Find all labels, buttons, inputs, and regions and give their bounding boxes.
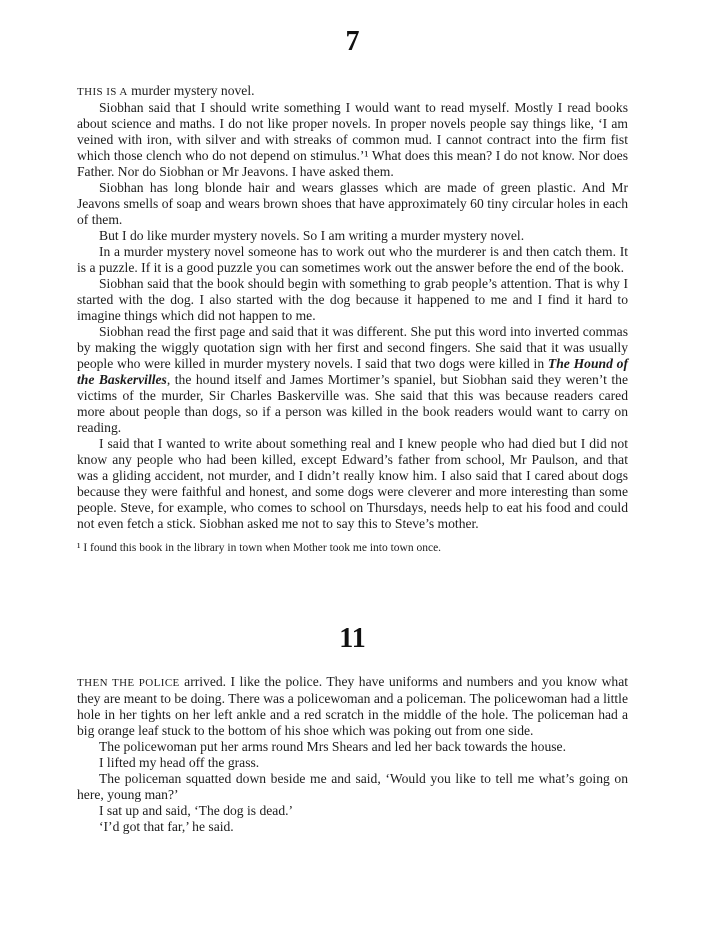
chapter-body [77, 674, 628, 835]
text-run: Siobhan said that the book should begin with something to grab people’s attention. That is why I started with the dog. I also started with the dog because it happened to me and I find it hard to imagine things which did not happen to me. [77, 276, 628, 323]
text-run: I lifted my head off the grass. [99, 755, 260, 770]
chapter-7 [77, 25, 628, 556]
paragraph [77, 755, 628, 771]
text-run: I sat up and said, ‘The dog is dead.’ [99, 803, 294, 818]
paragraph [77, 180, 628, 228]
footnote: ¹ I found this book in the library in town when Mother took me into town once. [77, 542, 442, 554]
chapter-body [77, 83, 628, 532]
paragraph [77, 228, 628, 244]
paragraph [77, 739, 628, 755]
paragraph [77, 771, 628, 803]
paragraph [77, 244, 628, 276]
text-run: I said that I wanted to write about something real and I knew people who had died but I did not know any people who had been killed, except Edward’s father from school, Mr Paulson, and that was a gliding accident, not murder, and I didn’t really know him. I also said that I cared about dogs because they were faithful and honest, and some dogs were cleverer and more interesting than some people. Steve, for example, who comes to school on Thursdays, needs help to eat his food and could not even fetch a stick. Siobhan asked me not to say this to Steve’s mother. [77, 436, 628, 531]
chapter-number: 11 [339, 623, 366, 654]
text-run: In a murder mystery novel someone has to work out who the murderer is and then catch them. It is a puzzle. If it is a good puzzle you can sometimes work out the answer before the end of the book. [77, 244, 628, 275]
chapter-number: 7 [345, 26, 360, 57]
paragraph [77, 276, 628, 324]
paragraph [77, 324, 628, 436]
text-run: Siobhan read the first page and said that it was different. She put this word into inverted commas by making the wiggly quotation sign with her first and second fingers. She said that it was usually people who were killed in murder mystery novels. I said that two dogs were killed in [77, 324, 628, 371]
paragraph [77, 83, 628, 100]
text-run: Siobhan said that I should write something I would want to read myself. Mostly I read books about science and maths. I do not like proper novels. In proper novels people say things like, ‘I am veined with iron, with silver and with streaks of common mud. I cannot contract into the firm fist which those clench who do not depend on stimulus.’¹ What does this mean? I do not know. Nor does Father. Nor do Siobhan or Mr Jeavons. I have asked them. [77, 100, 628, 179]
paragraph [77, 436, 628, 532]
paragraph [77, 803, 628, 819]
text-run: Siobhan has long blonde hair and wears glasses which are made of green plastic. And Mr Jeavons smells of soap and wears brown shoes that have approximately 60 tiny circular holes in each of them. [77, 180, 628, 227]
chapter-opener-smallcaps: THEN THE POLICE [77, 677, 180, 689]
paragraph [77, 100, 628, 180]
text-run: But I do like murder mystery novels. So I am writing a murder mystery novel. [99, 228, 525, 243]
text-run: The policewoman put her arms round Mrs Shears and led her back towards the house. [99, 739, 566, 754]
text-run: murder mystery novel. [127, 83, 255, 98]
chapter-11 [77, 622, 628, 835]
text-run: , the hound itself and James Mortimer’s spaniel, but Siobhan said they weren’t the victims of the murder, Sir Charles Baskerville was. She said that this was because readers cared more about people than dogs, so if a person was killed in the book readers would want to carry on reading. [77, 372, 629, 435]
paragraph [77, 819, 628, 835]
text-run: arrived. I like the police. They have uniforms and numbers and you know what they are meant to be doing. There was a policewoman and a policeman. The policewoman had a little hole in her tights on her left ankle and a red scratch in the middle of the hole. The policeman had a big orange leaf stuck to the bottom of his shoe which was poking out from one side. [77, 674, 628, 738]
chapter-opener-smallcaps: THIS IS A [77, 86, 128, 98]
text-run: The policeman squatted down beside me and said, ‘Would you like to tell me what’s going on here, young man?’ [77, 771, 628, 802]
paragraph [77, 674, 628, 739]
text-run: ‘I’d got that far,’ he said. [99, 819, 234, 834]
book-title-emphasis: The Hound of the Baskervilles [77, 356, 628, 387]
